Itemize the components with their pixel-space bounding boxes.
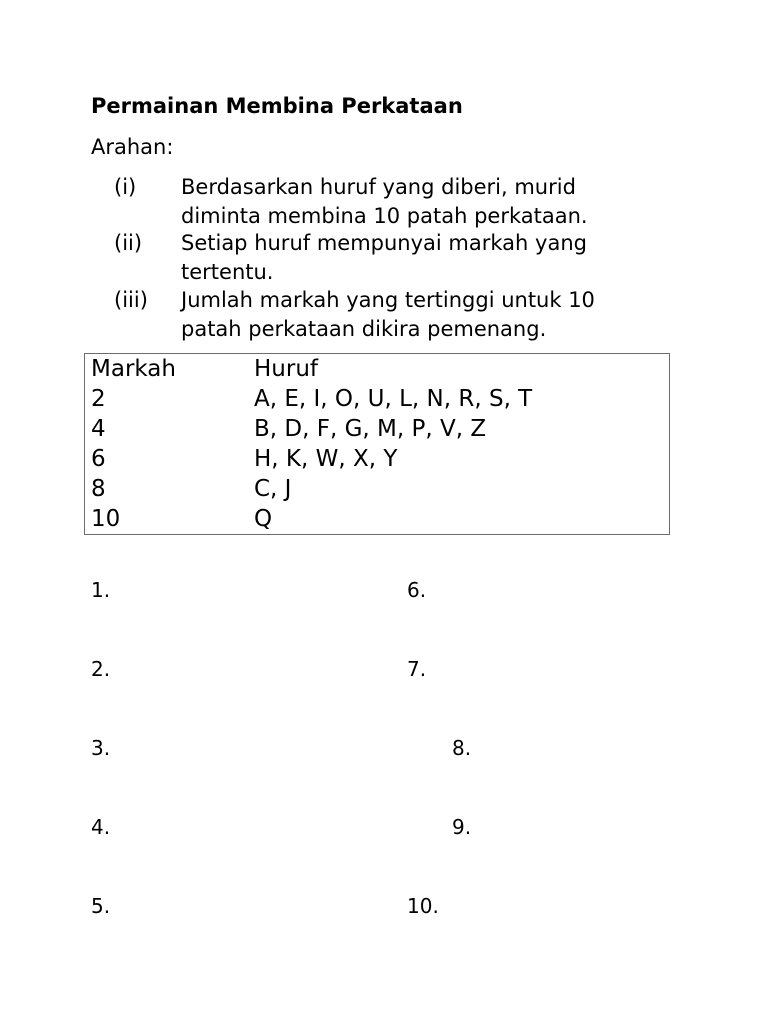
row-mark: 2 xyxy=(91,386,106,412)
answer-number-5: 5. xyxy=(91,894,111,918)
table-row xyxy=(85,474,669,504)
row-mark: 4 xyxy=(91,416,106,442)
row-letters: B, D, F, G, M, P, V, Z xyxy=(254,416,487,442)
instruction-line: Berdasarkan huruf yang diberi, murid xyxy=(181,175,576,199)
instruction-text xyxy=(181,229,651,286)
row-mark: 10 xyxy=(91,506,121,532)
table-row xyxy=(85,504,669,534)
answer-number-2: 2. xyxy=(91,657,111,681)
row-letters: H, K, W, X, Y xyxy=(254,446,398,472)
header-mark: Markah xyxy=(91,356,176,382)
directions-label: Arahan: xyxy=(91,135,174,159)
header-letters: Huruf xyxy=(254,356,319,382)
instruction-line: diminta membina 10 patah perkataan. xyxy=(181,203,588,228)
instruction-line: Jumlah markah yang tertinggi untuk 10 xyxy=(181,288,595,312)
instruction-number: (i) xyxy=(114,175,137,199)
page-title: Permainan Membina Perkataan xyxy=(91,94,463,118)
answer-number-1: 1. xyxy=(91,578,111,602)
instruction-number: (ii) xyxy=(114,231,143,255)
answer-number-6: 6. xyxy=(407,578,427,602)
instruction-number: (iii) xyxy=(114,288,148,312)
answer-number-8: 8. xyxy=(452,736,472,760)
answer-number-9: 9. xyxy=(452,815,472,839)
instruction-line: tertentu. xyxy=(181,259,274,284)
row-letters: C, J xyxy=(254,476,292,502)
instruction-line: Setiap huruf mempunyai markah yang xyxy=(181,231,587,255)
answer-number-10: 10. xyxy=(407,894,439,918)
instruction-text xyxy=(181,173,651,230)
table-row xyxy=(85,384,669,414)
instruction-text xyxy=(181,286,651,343)
row-letters: A, E, I, O, U, L, N, R, S, T xyxy=(254,386,533,412)
row-mark: 6 xyxy=(91,446,106,472)
instruction-line: patah perkataan dikira pemenang. xyxy=(181,316,547,341)
row-mark: 8 xyxy=(91,476,106,502)
score-table xyxy=(84,353,670,535)
score-table-header xyxy=(85,354,669,384)
answer-number-7: 7. xyxy=(407,657,427,681)
table-row xyxy=(85,414,669,444)
table-row xyxy=(85,444,669,474)
row-letters: Q xyxy=(254,506,273,532)
answer-number-4: 4. xyxy=(91,815,111,839)
answer-number-3: 3. xyxy=(91,736,111,760)
